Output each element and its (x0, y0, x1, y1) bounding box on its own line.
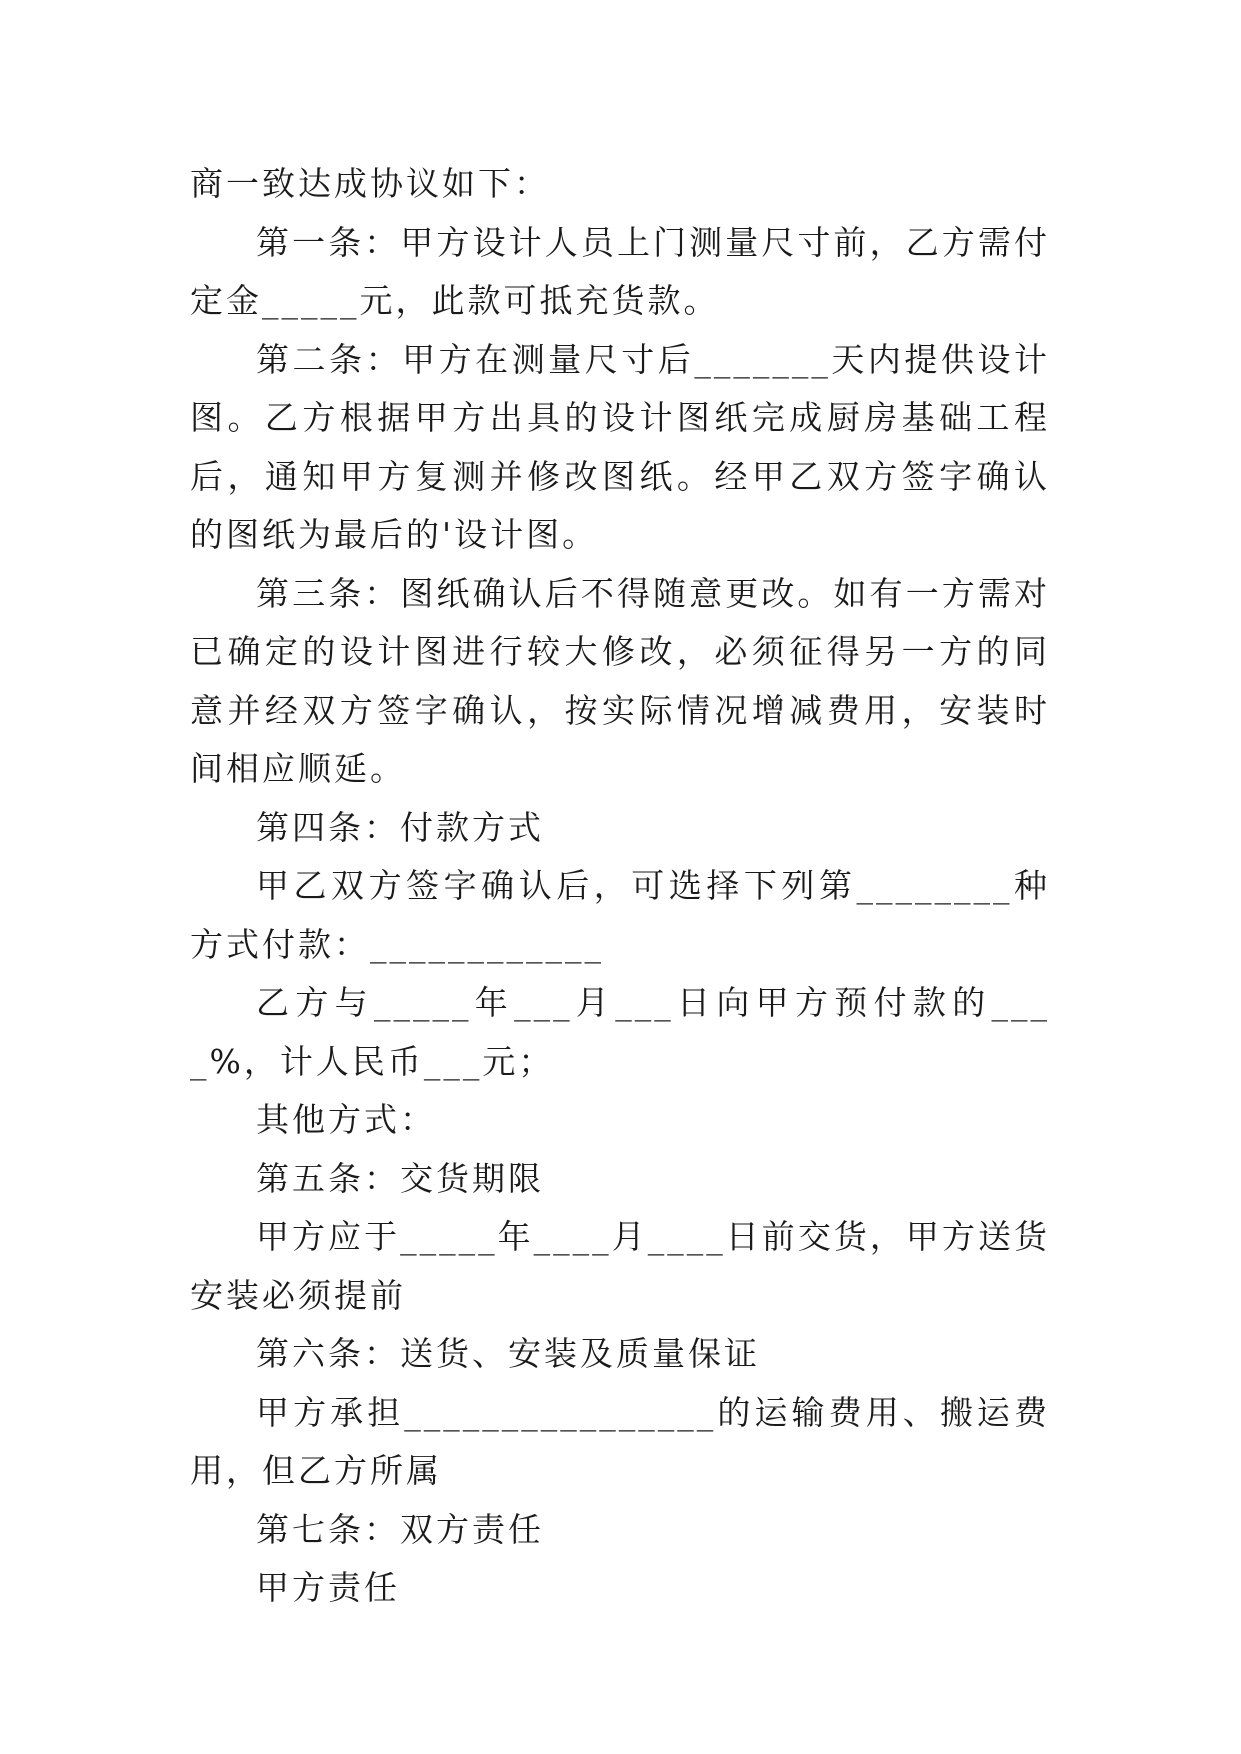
document-body (190, 155, 1050, 1618)
heading-article-6: 第六条：送货、安装及质量保证 (256, 1334, 760, 1373)
heading-article-4: 第四条：付款方式 (256, 807, 544, 847)
paragraph-transport-costs: 甲方承担________________的运输费用、搬运费用，但乙方所属 (190, 1392, 1050, 1490)
paragraph-preamble: 商一致达成协议如下： (190, 164, 550, 203)
paragraph-prepayment: 乙方与_____年___月___日向甲方预付款的____%，计人民币___元； (190, 983, 1050, 1081)
paragraph-article-3: 第三条：图纸确认后不得随意更改。如有一方需对已确定的设计图进行较大修改，必须征得另一方的同意并经双方签字确认，按实际情况增减费用，安装时间相应顺延。 (190, 573, 1050, 788)
paragraph-article-1: 第一条：甲方设计人员上门测量尺寸前，乙方需付定金_____元，此款可抵充货款。 (190, 222, 1050, 320)
paragraph-other-methods: 其他方式： (256, 1100, 436, 1139)
heading-article-7: 第七条：双方责任 (256, 1509, 544, 1549)
paragraph-payment-choice: 甲乙双方签字确认后，可选择下列第________种方式付款：____________ (190, 866, 1050, 964)
paragraph-article-2: 第二条：甲方在测量尺寸后_______天内提供设计图。乙方根据甲方出具的设计图纸完成厨房基础工程后，通知甲方复测并修改图纸。经甲乙双方签字确认的图纸为最后的'设计图。 (190, 339, 1050, 554)
heading-party-a-duties: 甲方责任 (256, 1568, 400, 1607)
heading-article-5: 第五条：交货期限 (256, 1158, 544, 1198)
paragraph-delivery-date: 甲方应于_____年____月____日前交货，甲方送货安装必须提前 (190, 1217, 1050, 1315)
